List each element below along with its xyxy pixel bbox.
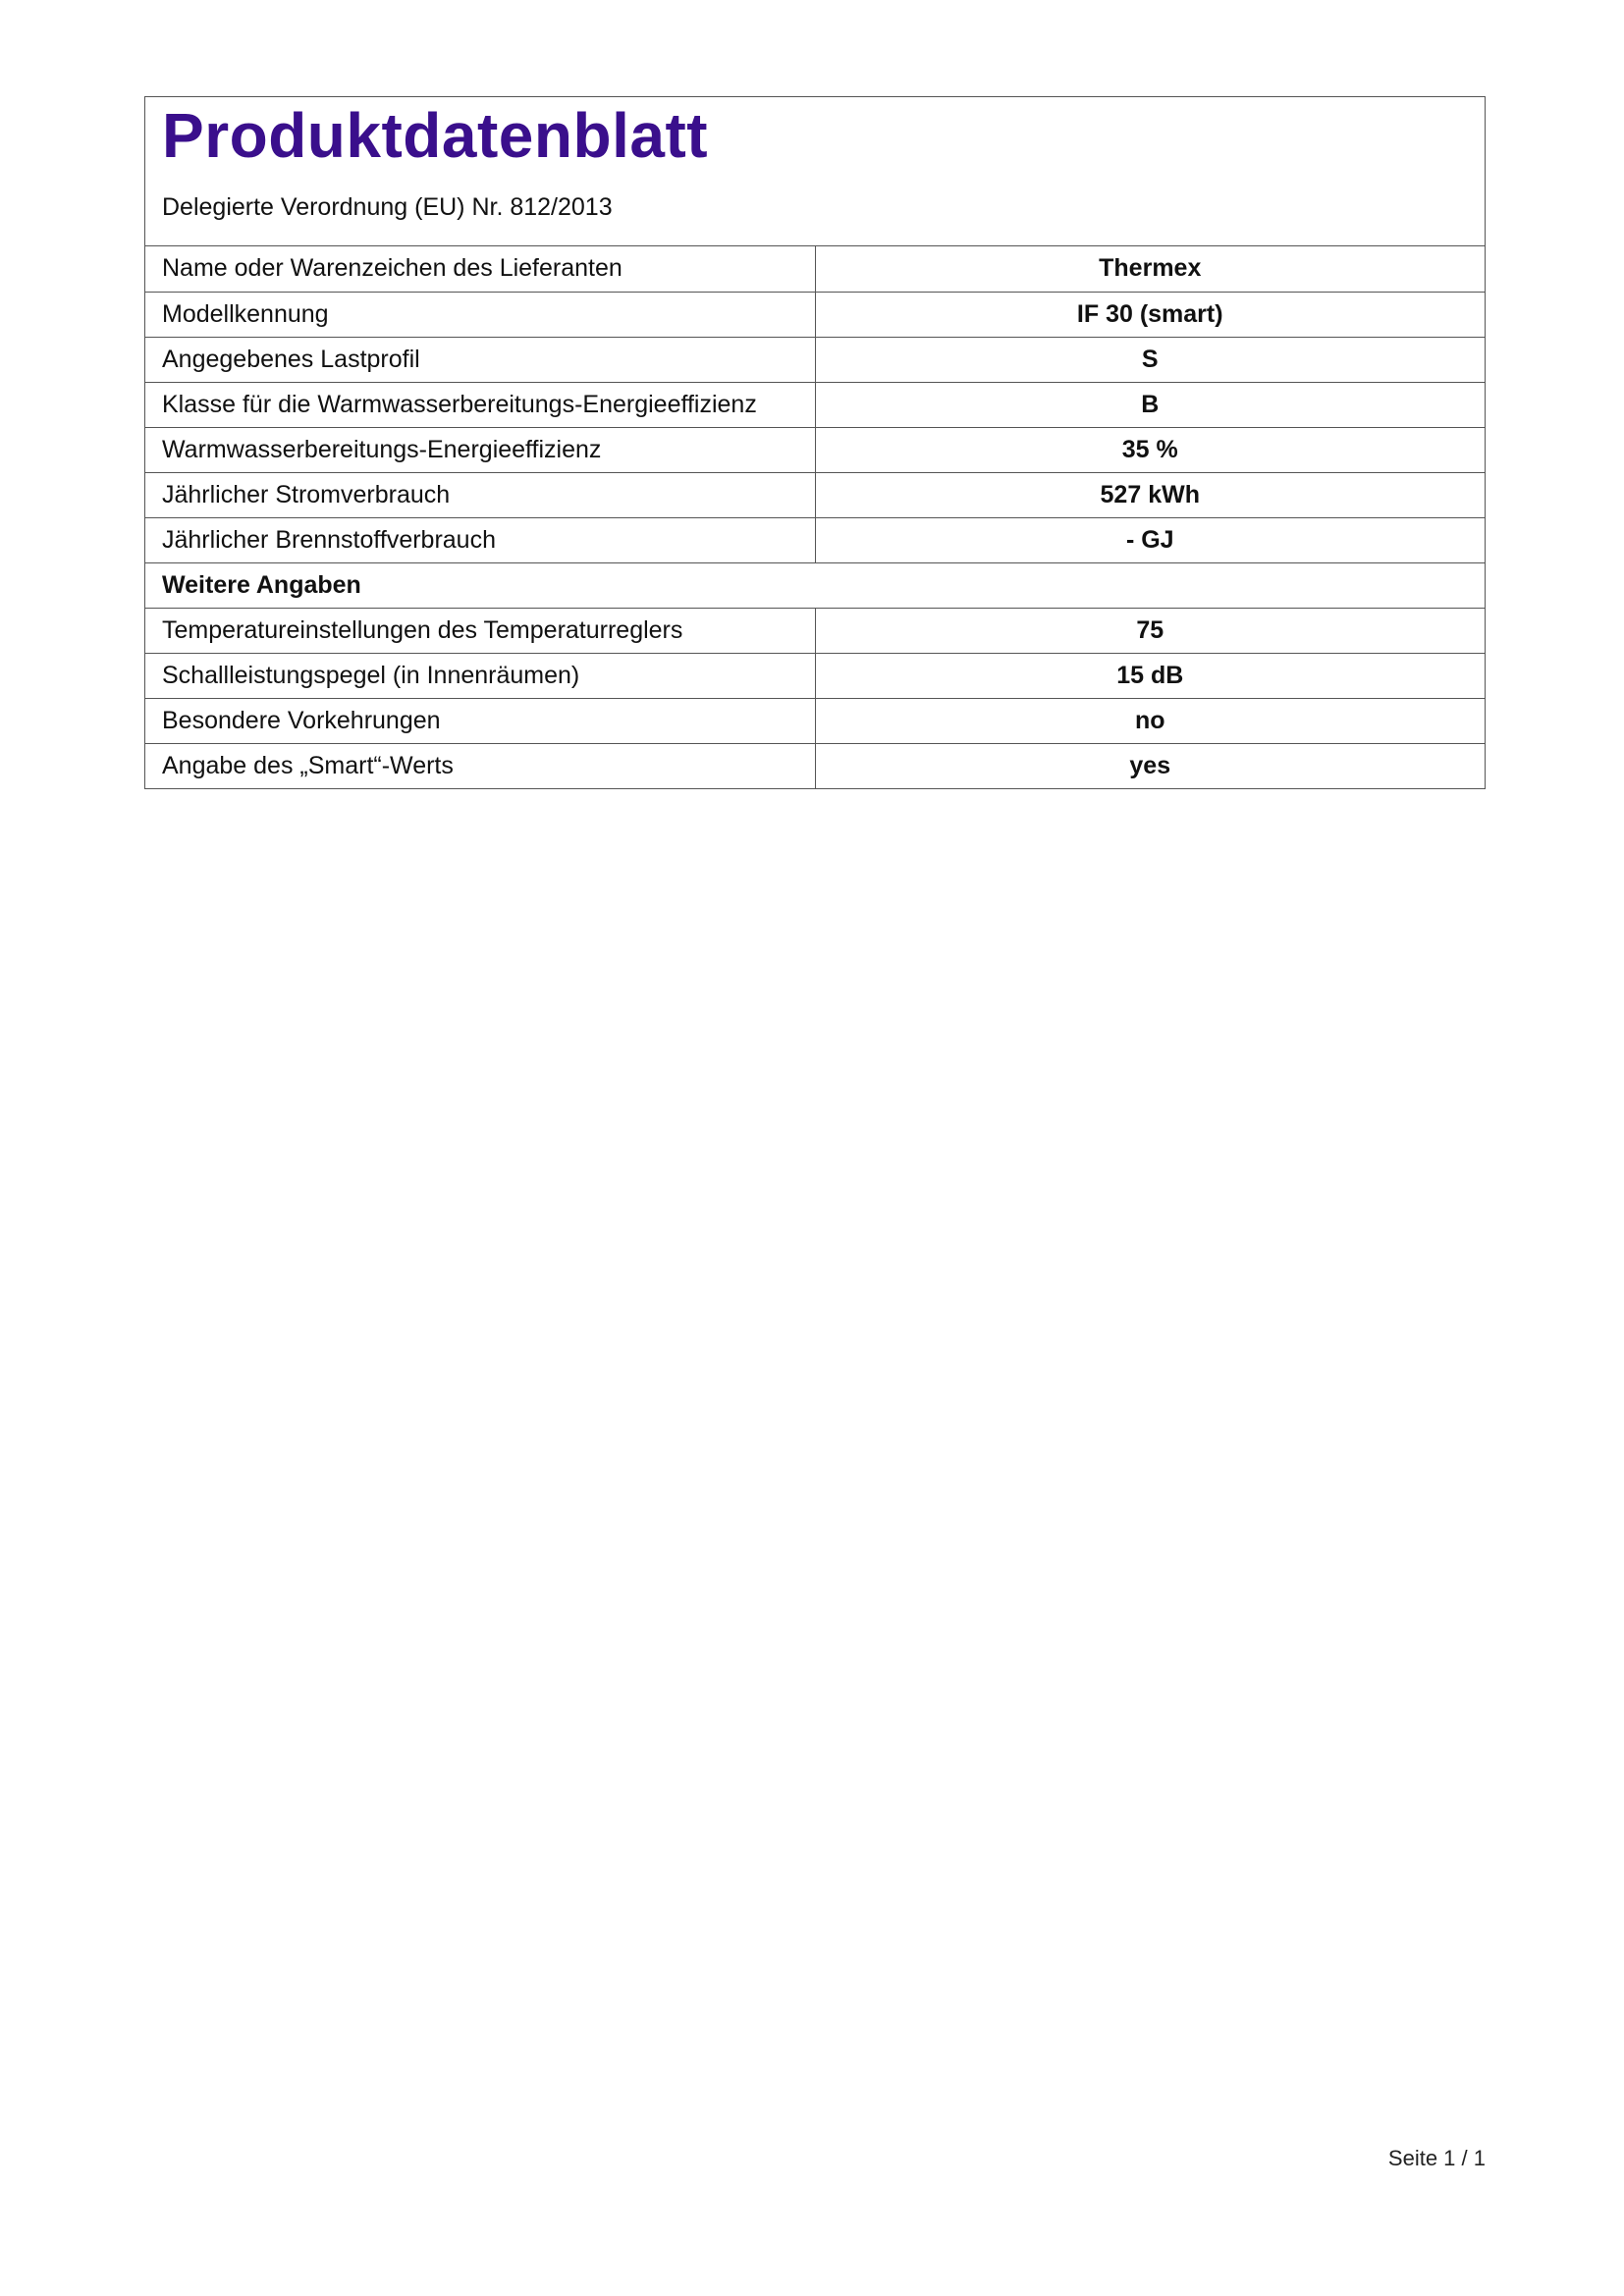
row-value: 75 (815, 608, 1485, 653)
row-label: Temperatureinstellungen des Temperaturreglers (145, 608, 815, 653)
row-value: 35 % (815, 427, 1485, 472)
table-row (145, 427, 1485, 472)
table-row (145, 337, 1485, 382)
sheet-header (145, 97, 1485, 246)
table-row (145, 246, 1485, 292)
row-value: no (815, 698, 1485, 743)
table-row (145, 382, 1485, 427)
row-value: Thermex (1099, 254, 1202, 283)
product-data-sheet (144, 96, 1486, 789)
row-label: Jährlicher Brennstoffverbrauch (145, 517, 815, 562)
row-label: Schallleistungspegel (in Innenräumen) (145, 653, 815, 698)
section-heading: Weitere Angaben (145, 562, 1485, 608)
page-number: Seite 1 / 1 (1387, 2146, 1486, 2170)
row-value: IF 30 (smart) (815, 292, 1485, 337)
row-value: B (815, 382, 1485, 427)
row-label: Angabe des „Smart“-Werts (145, 743, 815, 788)
table-row (145, 517, 1485, 562)
table-row (145, 653, 1485, 698)
table-row (145, 292, 1485, 337)
row-value: - GJ (815, 517, 1485, 562)
table-row (145, 698, 1485, 743)
section-row (145, 562, 1485, 608)
row-label: Klasse für die Warmwasserbereitungs-Energieeffizienz (145, 382, 815, 427)
row-value: 15 dB (815, 653, 1485, 698)
row-label: Modellkennung (145, 292, 815, 337)
row-label: Warmwasserbereitungs-Energieeffizienz (145, 427, 815, 472)
regulation-subtitle: Delegierte Verordnung (EU) Nr. 812/2013 (162, 193, 613, 221)
row-value: yes (815, 743, 1485, 788)
table-row (145, 743, 1485, 788)
data-table (145, 246, 1485, 788)
table-row (145, 472, 1485, 517)
row-label: Besondere Vorkehrungen (145, 698, 815, 743)
row-label: Angegebenes Lastprofil (145, 337, 815, 382)
row-label: Name oder Warenzeichen des Lieferanten (145, 246, 815, 292)
page-title: Produktdatenblatt (162, 100, 709, 171)
table-row (145, 608, 1485, 653)
row-value: 527 kWh (815, 472, 1485, 517)
row-label: Jährlicher Stromverbrauch (145, 472, 815, 517)
row-value: S (815, 337, 1485, 382)
